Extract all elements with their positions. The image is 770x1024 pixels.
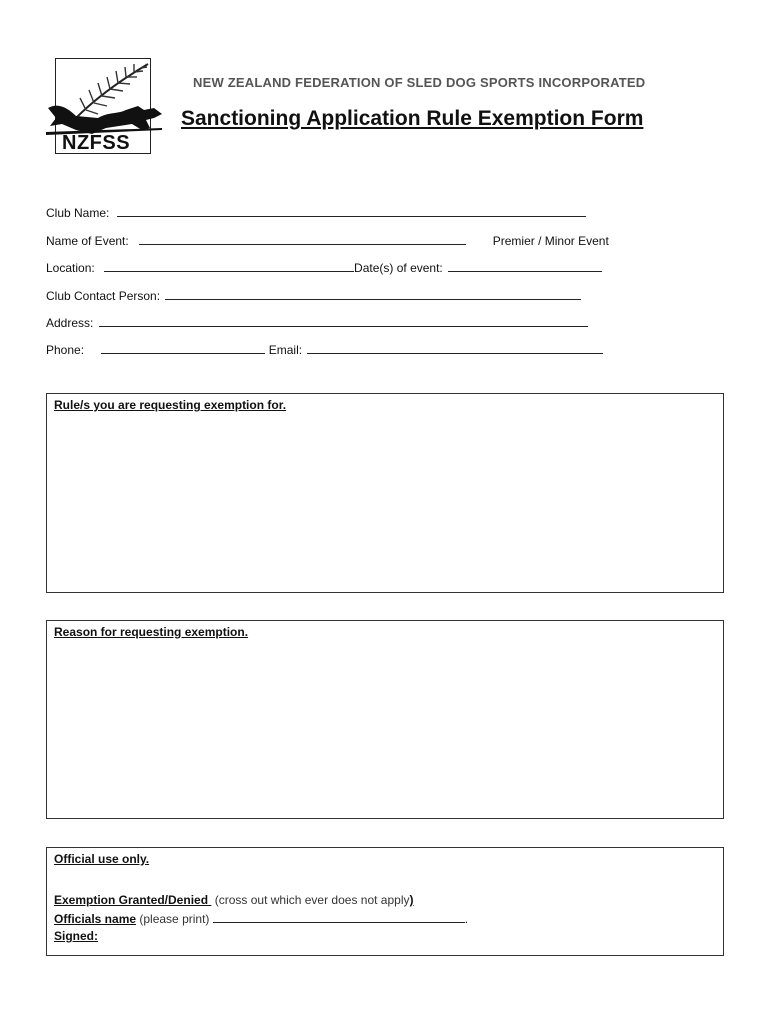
signed-label: Signed: bbox=[54, 929, 98, 943]
logo-text: NZFSS bbox=[62, 132, 131, 154]
official-heading: Official use only. bbox=[54, 852, 150, 866]
location-line[interactable] bbox=[104, 260, 354, 272]
dates-label: Date(s) of event: bbox=[354, 261, 443, 275]
exemption-label: Exemption Granted/Denied bbox=[54, 893, 209, 907]
nzfss-logo bbox=[46, 58, 164, 156]
signed-line[interactable] bbox=[54, 929, 98, 943]
email-line[interactable] bbox=[307, 342, 603, 354]
address-line[interactable] bbox=[99, 315, 588, 327]
address-field[interactable] bbox=[46, 315, 588, 330]
exemption-line bbox=[54, 893, 413, 907]
dates-line[interactable] bbox=[448, 260, 602, 272]
reason-heading: Reason for requesting exemption. bbox=[54, 625, 249, 639]
contact-field[interactable] bbox=[46, 288, 581, 303]
location-field[interactable] bbox=[46, 260, 602, 275]
page-title: Sanctioning Application Rule Exemption Form bbox=[181, 107, 644, 130]
reason-section[interactable] bbox=[46, 620, 724, 819]
officials-name-blank[interactable] bbox=[213, 911, 465, 923]
event-name-line[interactable] bbox=[139, 233, 466, 245]
email-label: Email: bbox=[268, 343, 303, 357]
exemption-note: (cross out which ever does not apply bbox=[214, 893, 410, 907]
event-name-field[interactable] bbox=[46, 233, 609, 248]
location-label: Location: bbox=[46, 261, 95, 275]
organization-name: NEW ZEALAND FEDERATION OF SLED DOG SPORTS INCORPORATED bbox=[193, 75, 646, 90]
address-label: Address: bbox=[46, 316, 94, 330]
club-name-line[interactable] bbox=[117, 205, 586, 217]
contact-label: Club Contact Person: bbox=[46, 289, 161, 303]
officials-label: Officials name bbox=[54, 912, 137, 926]
officials-note: (please print) bbox=[139, 912, 210, 926]
officials-name-line[interactable] bbox=[54, 911, 468, 926]
event-name-label: Name of Event: bbox=[46, 234, 129, 248]
event-type-label: Premier / Minor Event bbox=[492, 234, 609, 248]
phone-email-field[interactable] bbox=[46, 342, 603, 357]
contact-line[interactable] bbox=[165, 288, 581, 300]
phone-label: Phone: bbox=[46, 343, 85, 357]
official-use-section bbox=[46, 847, 724, 956]
club-name-field[interactable] bbox=[46, 205, 586, 220]
club-name-label: Club Name: bbox=[46, 206, 110, 220]
rules-heading: Rule/s you are requesting exemption for. bbox=[54, 398, 287, 412]
rules-section[interactable] bbox=[46, 393, 724, 593]
phone-line[interactable] bbox=[101, 342, 265, 354]
exemption-close: ) bbox=[409, 893, 414, 907]
officials-end: . bbox=[464, 912, 469, 926]
